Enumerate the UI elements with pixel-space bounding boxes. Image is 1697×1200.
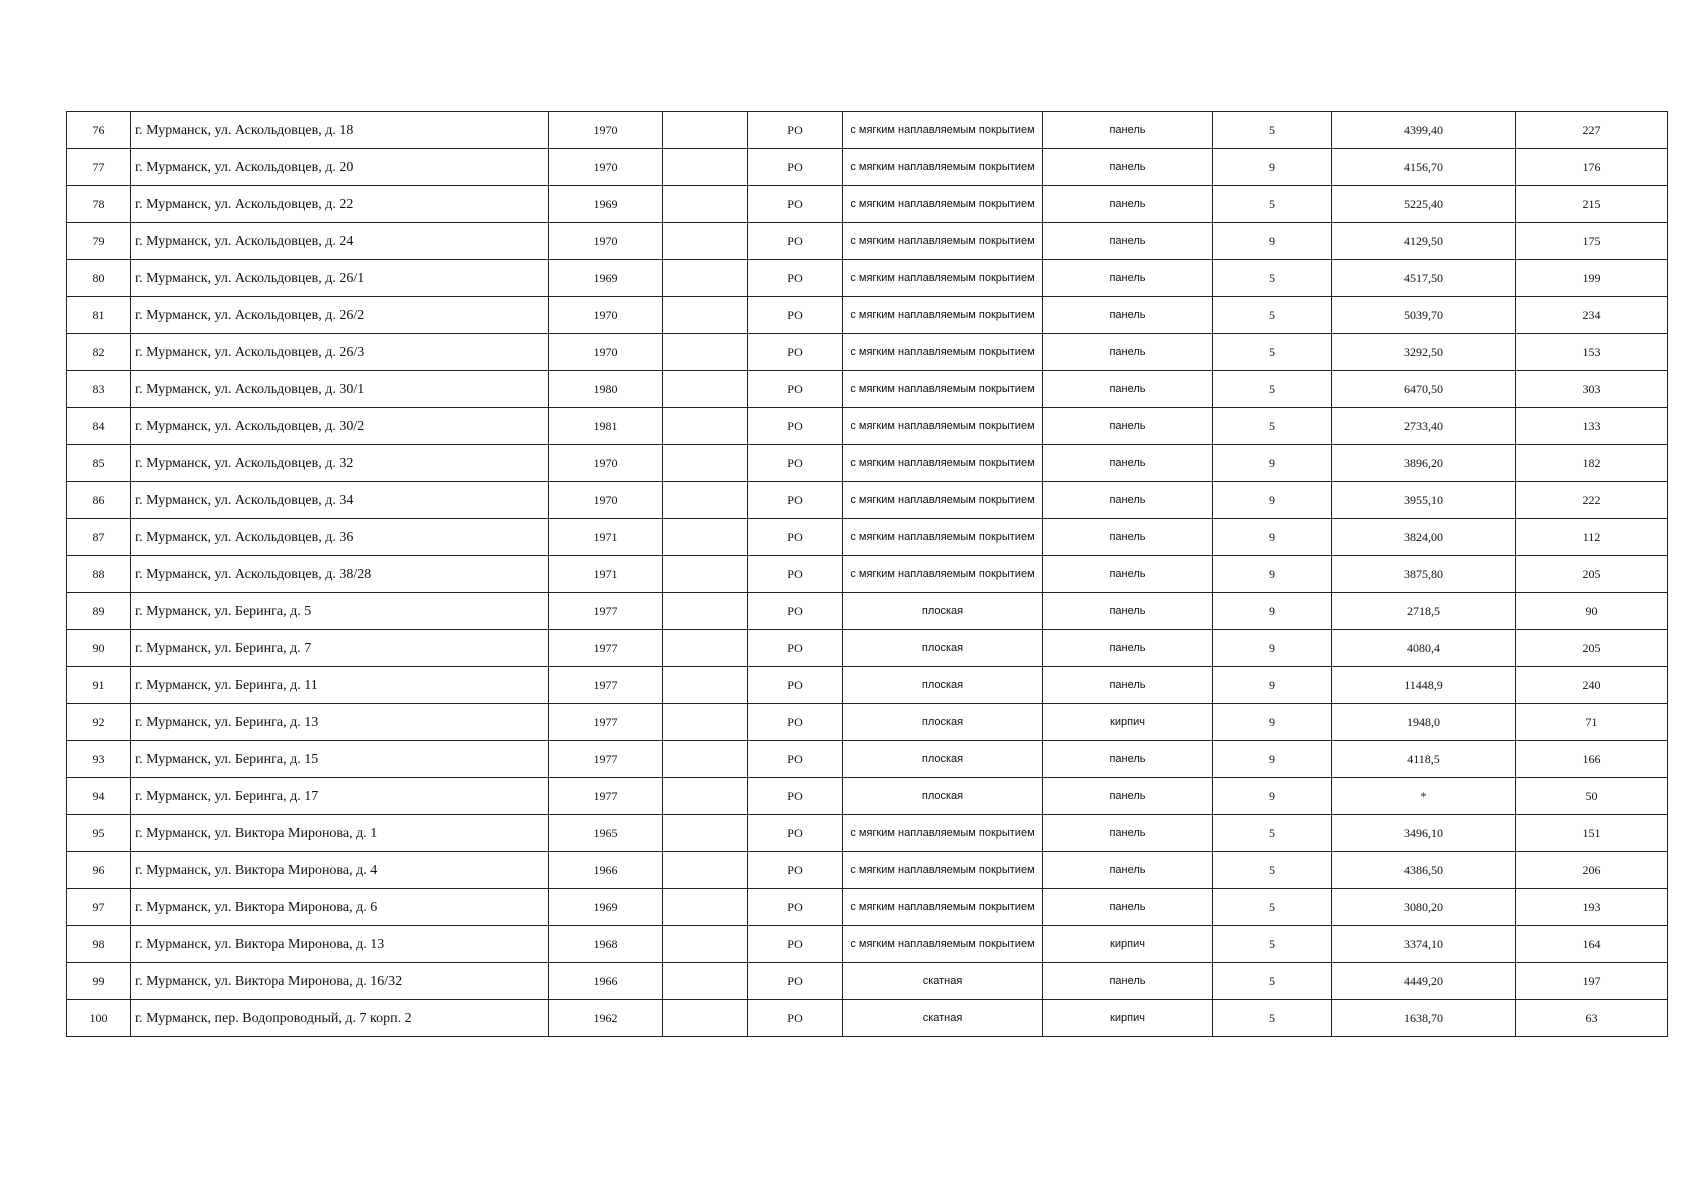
year-built-cell: 1977	[549, 741, 663, 778]
empty-cell	[663, 371, 748, 408]
row-number-cell: 91	[67, 667, 131, 704]
fund-cell: РО	[748, 852, 843, 889]
year-built-cell: 1977	[549, 704, 663, 741]
table-row	[67, 149, 1668, 186]
address-cell: г. Мурманск, ул. Аскольдовцев, д. 26/1	[131, 260, 549, 297]
table-row	[67, 334, 1668, 371]
address-cell: г. Мурманск, ул. Беринга, д. 7	[131, 630, 549, 667]
fund-cell: РО	[748, 704, 843, 741]
wall-material-cell: панель	[1043, 223, 1213, 260]
row-number-cell: 88	[67, 556, 131, 593]
row-number-cell: 100	[67, 1000, 131, 1037]
year-built-cell: 1977	[549, 593, 663, 630]
area-cell: 4118,5	[1332, 741, 1516, 778]
row-number-cell: 83	[67, 371, 131, 408]
year-built-cell: 1970	[549, 297, 663, 334]
table-row	[67, 1000, 1668, 1037]
residents-cell: 205	[1516, 630, 1668, 667]
empty-cell	[663, 149, 748, 186]
empty-cell	[663, 630, 748, 667]
empty-cell	[663, 112, 748, 149]
table-row	[67, 963, 1668, 1000]
table-row	[67, 926, 1668, 963]
empty-cell	[663, 186, 748, 223]
floors-cell: 9	[1213, 593, 1332, 630]
area-cell: 4517,50	[1332, 260, 1516, 297]
residents-cell: 199	[1516, 260, 1668, 297]
table-row	[67, 260, 1668, 297]
roof-type-cell: с мягким наплавляемым покрытием	[843, 186, 1043, 223]
row-number-cell: 99	[67, 963, 131, 1000]
roof-type-cell: с мягким наплавляемым покрытием	[843, 297, 1043, 334]
roof-type-cell: плоская	[843, 667, 1043, 704]
wall-material-cell: панель	[1043, 667, 1213, 704]
fund-cell: РО	[748, 334, 843, 371]
roof-type-cell: с мягким наплавляемым покрытием	[843, 371, 1043, 408]
floors-cell: 5	[1213, 815, 1332, 852]
fund-cell: РО	[748, 593, 843, 630]
year-built-cell: 1981	[549, 408, 663, 445]
wall-material-cell: панель	[1043, 445, 1213, 482]
table-row	[67, 519, 1668, 556]
row-number-cell: 90	[67, 630, 131, 667]
empty-cell	[663, 704, 748, 741]
floors-cell: 5	[1213, 371, 1332, 408]
wall-material-cell: панель	[1043, 778, 1213, 815]
table-row	[67, 630, 1668, 667]
empty-cell	[663, 223, 748, 260]
wall-material-cell: панель	[1043, 556, 1213, 593]
fund-cell: РО	[748, 223, 843, 260]
roof-type-cell: с мягким наплавляемым покрытием	[843, 482, 1043, 519]
wall-material-cell: панель	[1043, 852, 1213, 889]
floors-cell: 5	[1213, 334, 1332, 371]
row-number-cell: 79	[67, 223, 131, 260]
floors-cell: 9	[1213, 630, 1332, 667]
empty-cell	[663, 408, 748, 445]
wall-material-cell: панель	[1043, 297, 1213, 334]
empty-cell	[663, 482, 748, 519]
fund-cell: РО	[748, 926, 843, 963]
table-row	[67, 593, 1668, 630]
empty-cell	[663, 926, 748, 963]
area-cell: 3875,80	[1332, 556, 1516, 593]
row-number-cell: 82	[67, 334, 131, 371]
wall-material-cell: панель	[1043, 889, 1213, 926]
address-cell: г. Мурманск, ул. Аскольдовцев, д. 22	[131, 186, 549, 223]
wall-material-cell: панель	[1043, 186, 1213, 223]
floors-cell: 9	[1213, 149, 1332, 186]
area-cell: 1638,70	[1332, 1000, 1516, 1037]
empty-cell	[663, 852, 748, 889]
row-number-cell: 81	[67, 297, 131, 334]
year-built-cell: 1977	[549, 630, 663, 667]
empty-cell	[663, 963, 748, 1000]
row-number-cell: 96	[67, 852, 131, 889]
floors-cell: 9	[1213, 667, 1332, 704]
address-cell: г. Мурманск, ул. Виктора Миронова, д. 13	[131, 926, 549, 963]
wall-material-cell: кирпич	[1043, 926, 1213, 963]
year-built-cell: 1968	[549, 926, 663, 963]
table-row	[67, 889, 1668, 926]
fund-cell: РО	[748, 519, 843, 556]
floors-cell: 5	[1213, 297, 1332, 334]
floors-cell: 5	[1213, 852, 1332, 889]
year-built-cell: 1977	[549, 667, 663, 704]
floors-cell: 9	[1213, 556, 1332, 593]
floors-cell: 9	[1213, 704, 1332, 741]
fund-cell: РО	[748, 112, 843, 149]
address-cell: г. Мурманск, пер. Водопроводный, д. 7 корп. 2	[131, 1000, 549, 1037]
roof-type-cell: с мягким наплавляемым покрытием	[843, 149, 1043, 186]
fund-cell: РО	[748, 371, 843, 408]
floors-cell: 9	[1213, 482, 1332, 519]
address-cell: г. Мурманск, ул. Беринга, д. 13	[131, 704, 549, 741]
empty-cell	[663, 741, 748, 778]
row-number-cell: 78	[67, 186, 131, 223]
empty-cell	[663, 667, 748, 704]
table-row	[67, 371, 1668, 408]
area-cell: 3824,00	[1332, 519, 1516, 556]
year-built-cell: 1970	[549, 223, 663, 260]
residents-cell: 206	[1516, 852, 1668, 889]
residents-cell: 71	[1516, 704, 1668, 741]
residents-cell: 182	[1516, 445, 1668, 482]
table-row	[67, 778, 1668, 815]
residents-cell: 151	[1516, 815, 1668, 852]
roof-type-cell: с мягким наплавляемым покрытием	[843, 815, 1043, 852]
area-cell: 4080,4	[1332, 630, 1516, 667]
empty-cell	[663, 1000, 748, 1037]
row-number-cell: 86	[67, 482, 131, 519]
area-cell: 4129,50	[1332, 223, 1516, 260]
fund-cell: РО	[748, 297, 843, 334]
fund-cell: РО	[748, 445, 843, 482]
residents-cell: 234	[1516, 297, 1668, 334]
area-cell: 3896,20	[1332, 445, 1516, 482]
empty-cell	[663, 297, 748, 334]
roof-type-cell: скатная	[843, 963, 1043, 1000]
year-built-cell: 1971	[549, 556, 663, 593]
year-built-cell: 1970	[549, 482, 663, 519]
wall-material-cell: панель	[1043, 815, 1213, 852]
row-number-cell: 97	[67, 889, 131, 926]
row-number-cell: 89	[67, 593, 131, 630]
residents-cell: 215	[1516, 186, 1668, 223]
floors-cell: 5	[1213, 112, 1332, 149]
row-number-cell: 76	[67, 112, 131, 149]
address-cell: г. Мурманск, ул. Аскольдовцев, д. 36	[131, 519, 549, 556]
residents-cell: 166	[1516, 741, 1668, 778]
residents-cell: 240	[1516, 667, 1668, 704]
wall-material-cell: кирпич	[1043, 704, 1213, 741]
empty-cell	[663, 815, 748, 852]
table-row	[67, 445, 1668, 482]
address-cell: г. Мурманск, ул. Аскольдовцев, д. 32	[131, 445, 549, 482]
roof-type-cell: с мягким наплавляемым покрытием	[843, 223, 1043, 260]
residents-cell: 90	[1516, 593, 1668, 630]
wall-material-cell: панель	[1043, 482, 1213, 519]
year-built-cell: 1977	[549, 778, 663, 815]
floors-cell: 9	[1213, 778, 1332, 815]
empty-cell	[663, 519, 748, 556]
address-cell: г. Мурманск, ул. Беринга, д. 11	[131, 667, 549, 704]
residents-cell: 303	[1516, 371, 1668, 408]
row-number-cell: 84	[67, 408, 131, 445]
year-built-cell: 1970	[549, 445, 663, 482]
area-cell: 2718,5	[1332, 593, 1516, 630]
wall-material-cell: панель	[1043, 408, 1213, 445]
year-built-cell: 1965	[549, 815, 663, 852]
roof-type-cell: с мягким наплавляемым покрытием	[843, 408, 1043, 445]
roof-type-cell: с мягким наплавляемым покрытием	[843, 112, 1043, 149]
year-built-cell: 1966	[549, 852, 663, 889]
table-row	[67, 852, 1668, 889]
wall-material-cell: панель	[1043, 112, 1213, 149]
roof-type-cell: плоская	[843, 704, 1043, 741]
empty-cell	[663, 260, 748, 297]
address-cell: г. Мурманск, ул. Виктора Миронова, д. 4	[131, 852, 549, 889]
year-built-cell: 1970	[549, 334, 663, 371]
roof-type-cell: плоская	[843, 778, 1043, 815]
wall-material-cell: панель	[1043, 260, 1213, 297]
area-cell: 3496,10	[1332, 815, 1516, 852]
area-cell: 4156,70	[1332, 149, 1516, 186]
residents-cell: 193	[1516, 889, 1668, 926]
address-cell: г. Мурманск, ул. Аскольдовцев, д. 26/2	[131, 297, 549, 334]
year-built-cell: 1980	[549, 371, 663, 408]
table-row	[67, 815, 1668, 852]
wall-material-cell: кирпич	[1043, 1000, 1213, 1037]
table-row	[67, 704, 1668, 741]
empty-cell	[663, 593, 748, 630]
wall-material-cell: панель	[1043, 630, 1213, 667]
table-row	[67, 482, 1668, 519]
wall-material-cell: панель	[1043, 519, 1213, 556]
document-sheet	[66, 111, 1667, 1037]
wall-material-cell: панель	[1043, 963, 1213, 1000]
residents-cell: 205	[1516, 556, 1668, 593]
empty-cell	[663, 889, 748, 926]
roof-type-cell: скатная	[843, 1000, 1043, 1037]
table-row	[67, 556, 1668, 593]
table-row	[67, 408, 1668, 445]
fund-cell: РО	[748, 408, 843, 445]
area-cell: 3955,10	[1332, 482, 1516, 519]
wall-material-cell: панель	[1043, 371, 1213, 408]
area-cell: 6470,50	[1332, 371, 1516, 408]
address-cell: г. Мурманск, ул. Аскольдовцев, д. 24	[131, 223, 549, 260]
roof-type-cell: с мягким наплавляемым покрытием	[843, 445, 1043, 482]
year-built-cell: 1970	[549, 149, 663, 186]
year-built-cell: 1969	[549, 889, 663, 926]
residents-cell: 153	[1516, 334, 1668, 371]
residents-cell: 112	[1516, 519, 1668, 556]
residents-cell: 63	[1516, 1000, 1668, 1037]
address-cell: г. Мурманск, ул. Беринга, д. 5	[131, 593, 549, 630]
housing-registry-table	[66, 111, 1668, 1037]
area-cell: 5039,70	[1332, 297, 1516, 334]
row-number-cell: 77	[67, 149, 131, 186]
area-cell: *	[1332, 778, 1516, 815]
floors-cell: 9	[1213, 445, 1332, 482]
residents-cell: 227	[1516, 112, 1668, 149]
fund-cell: РО	[748, 630, 843, 667]
row-number-cell: 80	[67, 260, 131, 297]
fund-cell: РО	[748, 186, 843, 223]
table-row	[67, 741, 1668, 778]
fund-cell: РО	[748, 815, 843, 852]
row-number-cell: 93	[67, 741, 131, 778]
year-built-cell: 1969	[549, 260, 663, 297]
fund-cell: РО	[748, 260, 843, 297]
fund-cell: РО	[748, 741, 843, 778]
area-cell: 1948,0	[1332, 704, 1516, 741]
address-cell: г. Мурманск, ул. Виктора Миронова, д. 1	[131, 815, 549, 852]
area-cell: 4449,20	[1332, 963, 1516, 1000]
wall-material-cell: панель	[1043, 149, 1213, 186]
empty-cell	[663, 778, 748, 815]
empty-cell	[663, 334, 748, 371]
roof-type-cell: с мягким наплавляемым покрытием	[843, 556, 1043, 593]
fund-cell: РО	[748, 889, 843, 926]
fund-cell: РО	[748, 556, 843, 593]
roof-type-cell: с мягким наплавляемым покрытием	[843, 926, 1043, 963]
residents-cell: 175	[1516, 223, 1668, 260]
row-number-cell: 94	[67, 778, 131, 815]
area-cell: 5225,40	[1332, 186, 1516, 223]
floors-cell: 9	[1213, 741, 1332, 778]
address-cell: г. Мурманск, ул. Аскольдовцев, д. 26/3	[131, 334, 549, 371]
address-cell: г. Мурманск, ул. Аскольдовцев, д. 38/28	[131, 556, 549, 593]
address-cell: г. Мурманск, ул. Виктора Миронова, д. 6	[131, 889, 549, 926]
area-cell: 4399,40	[1332, 112, 1516, 149]
empty-cell	[663, 556, 748, 593]
year-built-cell: 1962	[549, 1000, 663, 1037]
year-built-cell: 1966	[549, 963, 663, 1000]
roof-type-cell: плоская	[843, 593, 1043, 630]
floors-cell: 5	[1213, 963, 1332, 1000]
table-body	[67, 112, 1668, 1037]
table-row	[67, 186, 1668, 223]
year-built-cell: 1971	[549, 519, 663, 556]
floors-cell: 9	[1213, 223, 1332, 260]
row-number-cell: 92	[67, 704, 131, 741]
residents-cell: 197	[1516, 963, 1668, 1000]
floors-cell: 5	[1213, 408, 1332, 445]
address-cell: г. Мурманск, ул. Аскольдовцев, д. 18	[131, 112, 549, 149]
roof-type-cell: с мягким наплавляемым покрытием	[843, 852, 1043, 889]
row-number-cell: 87	[67, 519, 131, 556]
table-row	[67, 297, 1668, 334]
residents-cell: 50	[1516, 778, 1668, 815]
table-row	[67, 667, 1668, 704]
row-number-cell: 98	[67, 926, 131, 963]
year-built-cell: 1969	[549, 186, 663, 223]
floors-cell: 9	[1213, 519, 1332, 556]
row-number-cell: 95	[67, 815, 131, 852]
residents-cell: 164	[1516, 926, 1668, 963]
address-cell: г. Мурманск, ул. Беринга, д. 17	[131, 778, 549, 815]
fund-cell: РО	[748, 963, 843, 1000]
roof-type-cell: с мягким наплавляемым покрытием	[843, 260, 1043, 297]
roof-type-cell: плоская	[843, 741, 1043, 778]
fund-cell: РО	[748, 667, 843, 704]
area-cell: 3374,10	[1332, 926, 1516, 963]
fund-cell: РО	[748, 778, 843, 815]
table-row	[67, 223, 1668, 260]
table-row	[67, 112, 1668, 149]
area-cell: 3292,50	[1332, 334, 1516, 371]
fund-cell: РО	[748, 149, 843, 186]
address-cell: г. Мурманск, ул. Виктора Миронова, д. 16/32	[131, 963, 549, 1000]
area-cell: 2733,40	[1332, 408, 1516, 445]
roof-type-cell: плоская	[843, 630, 1043, 667]
area-cell: 4386,50	[1332, 852, 1516, 889]
residents-cell: 133	[1516, 408, 1668, 445]
address-cell: г. Мурманск, ул. Беринга, д. 15	[131, 741, 549, 778]
address-cell: г. Мурманск, ул. Аскольдовцев, д. 30/2	[131, 408, 549, 445]
wall-material-cell: панель	[1043, 741, 1213, 778]
address-cell: г. Мурманск, ул. Аскольдовцев, д. 34	[131, 482, 549, 519]
floors-cell: 5	[1213, 186, 1332, 223]
floors-cell: 5	[1213, 926, 1332, 963]
roof-type-cell: с мягким наплавляемым покрытием	[843, 334, 1043, 371]
floors-cell: 5	[1213, 260, 1332, 297]
fund-cell: РО	[748, 1000, 843, 1037]
year-built-cell: 1970	[549, 112, 663, 149]
area-cell: 11448,9	[1332, 667, 1516, 704]
fund-cell: РО	[748, 482, 843, 519]
roof-type-cell: с мягким наплавляемым покрытием	[843, 889, 1043, 926]
residents-cell: 222	[1516, 482, 1668, 519]
floors-cell: 5	[1213, 1000, 1332, 1037]
residents-cell: 176	[1516, 149, 1668, 186]
area-cell: 3080,20	[1332, 889, 1516, 926]
wall-material-cell: панель	[1043, 334, 1213, 371]
row-number-cell: 85	[67, 445, 131, 482]
roof-type-cell: с мягким наплавляемым покрытием	[843, 519, 1043, 556]
wall-material-cell: панель	[1043, 593, 1213, 630]
empty-cell	[663, 445, 748, 482]
address-cell: г. Мурманск, ул. Аскольдовцев, д. 20	[131, 149, 549, 186]
address-cell: г. Мурманск, ул. Аскольдовцев, д. 30/1	[131, 371, 549, 408]
floors-cell: 5	[1213, 889, 1332, 926]
